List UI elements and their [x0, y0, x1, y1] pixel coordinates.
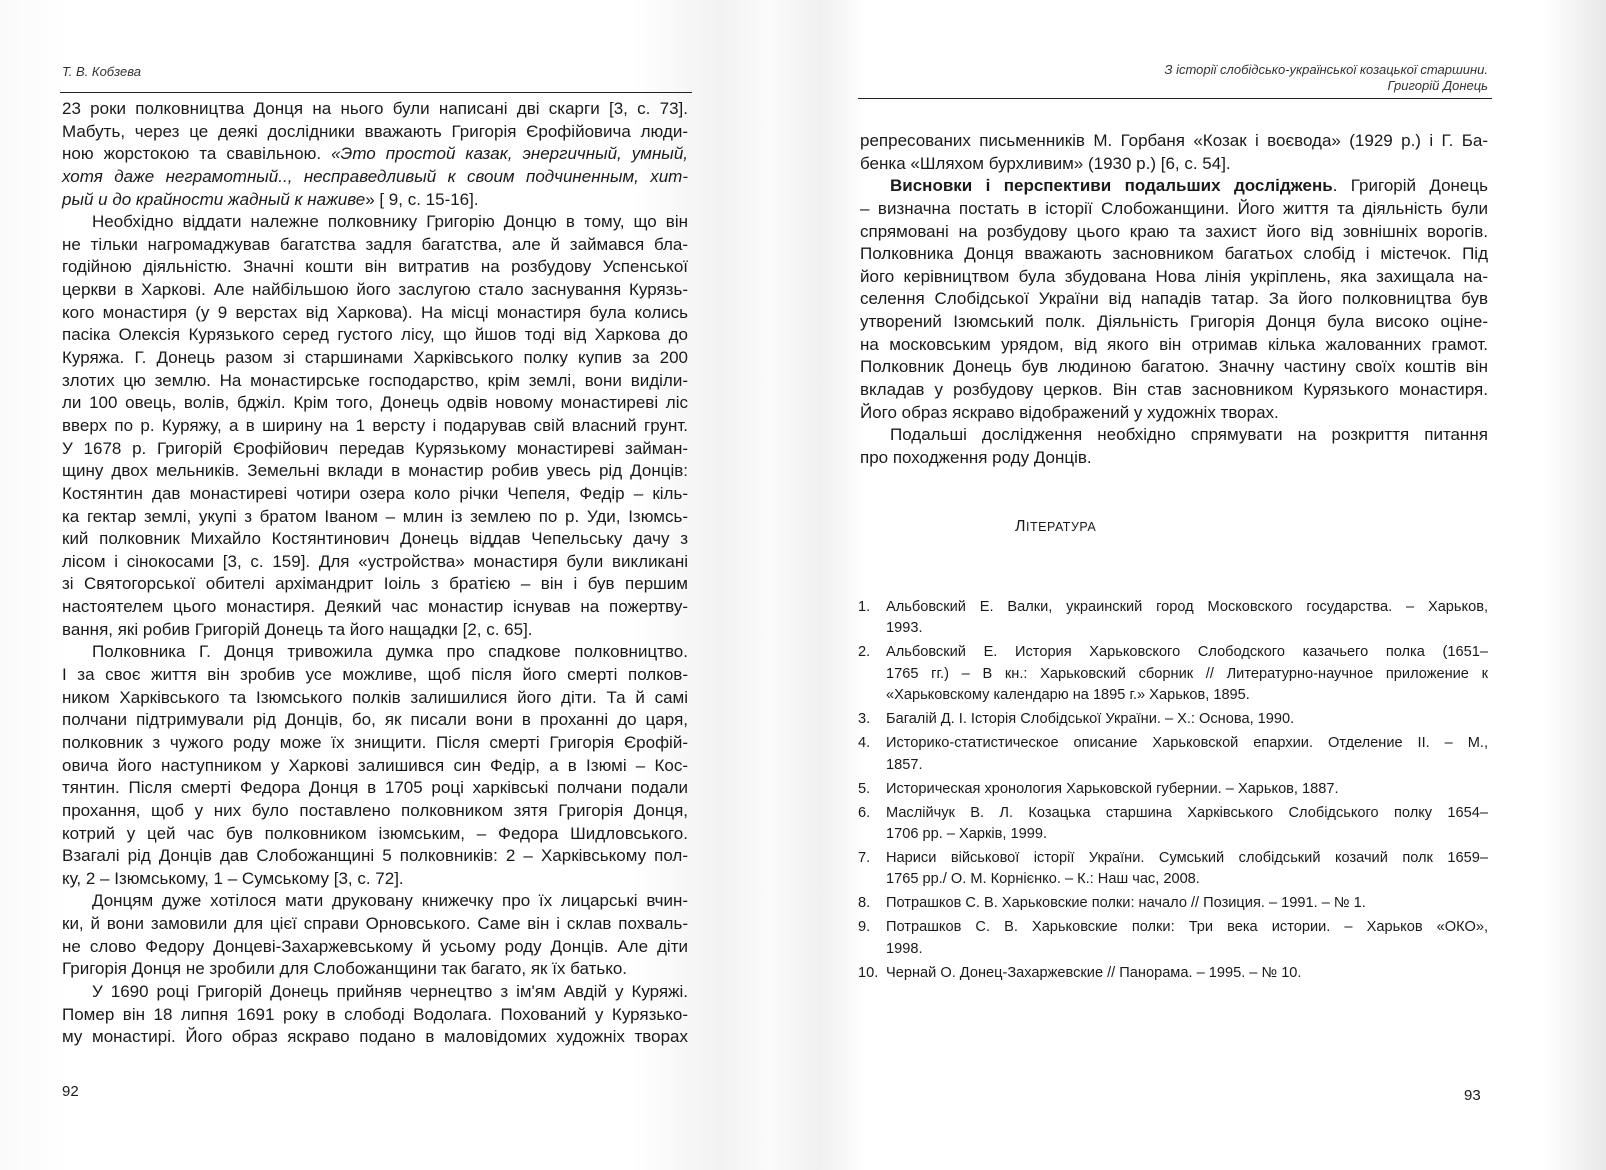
- text-line-content: на московським урядом, від якого він отримав кілька жалованних грамот.: [860, 334, 1488, 354]
- paragraph: [62, 641, 688, 890]
- text-line: [62, 256, 688, 279]
- header-rule: [858, 98, 1492, 99]
- text-line-content: 23 роки полковництва Донця на нього були написані дві скарги [3, с. 73].: [62, 99, 688, 118]
- text-line-content: Подальші дослідження необхідно спрямувати на розкриття питання: [890, 425, 1488, 445]
- text-line-content: Историческая хронология Харьковской губернии. – Харьков, 1887.: [886, 780, 1339, 797]
- text-line: [886, 642, 1488, 663]
- text-line-content: Маслійчук В. Л. Козацька старшина Харківського Слобідського полку 1654–: [886, 804, 1488, 821]
- left-page: [0, 0, 720, 1170]
- text-line: [62, 279, 688, 302]
- text-line-content: Багалій Д. І. Історія Слобідської України. – Х.: Основа, 1990.: [886, 711, 1295, 728]
- reference-number: 3.: [858, 711, 871, 728]
- paragraph: [62, 211, 688, 641]
- running-head-author: Т. В. Кобзева: [62, 64, 141, 79]
- text-line-content: про походження роду Донців.: [860, 447, 1092, 467]
- text-line-content: не слово Федору Донцеві-Захаржевському й усьому роду Донців. Але діти: [62, 936, 688, 956]
- reference-item: [858, 963, 1488, 984]
- text-line: [886, 618, 1488, 639]
- text-line: [62, 189, 688, 212]
- text-line-content: Костянтин дав монастиреві чотири озера коло річки Чепеля, Федір – кіль-: [62, 483, 688, 503]
- text-line: [62, 596, 688, 619]
- italic-quote-run: «Это простой казак, энергичный, умный,: [331, 144, 688, 164]
- reference-item: [858, 848, 1488, 891]
- text-line: [62, 98, 688, 121]
- text-line: [62, 868, 688, 891]
- text-line: [860, 311, 1488, 334]
- text-line: [62, 234, 688, 257]
- text-line: [860, 288, 1488, 311]
- text-line: [860, 402, 1488, 425]
- text-line: [886, 869, 1488, 890]
- text-line-content: 1993.: [886, 620, 923, 637]
- text-line: [886, 709, 1488, 730]
- text-line: [62, 800, 688, 823]
- gutter: [720, 0, 820, 1170]
- text-line: [62, 143, 688, 166]
- text-line-content: Григорія Донця не зробили для Слобожанщини так багато, як їх батько.: [62, 959, 628, 979]
- running-head-line: З історії слобідсько-української козацької старшини.: [1164, 62, 1488, 77]
- text-line: [886, 893, 1488, 914]
- text-line: [62, 890, 688, 913]
- text-line: [886, 664, 1488, 685]
- text-line-content: Полковник Донець був людиною багатою. Значну частину своїх коштів він: [860, 357, 1488, 377]
- reference-item: [858, 893, 1488, 914]
- text-line-content: його керівництвом була збудована Нова лінія укріплень, яка захищала на-: [860, 266, 1488, 286]
- reference-number: 7.: [858, 849, 871, 866]
- text-line: [886, 597, 1488, 618]
- text-line: [62, 506, 688, 529]
- text-line-content: селення Слобідської України від нападів татар. За його полковництва був: [860, 289, 1488, 309]
- text-line: [62, 641, 688, 664]
- reference-item: [858, 779, 1488, 800]
- text-line-content: ником Харківського та Ізюмського полків залишилися його діти. Та й самі: [62, 687, 688, 707]
- paragraph: [860, 130, 1488, 175]
- text-line: [886, 939, 1488, 960]
- text-line: [886, 917, 1488, 938]
- text-line-content: Историко-статистическое описание Харьковской епархии. Отделение II. – М.,: [886, 735, 1488, 752]
- text-line: [860, 221, 1488, 244]
- text-line-content: кий полковник Михайло Костянтинович Донець віддав Чепельську дачу з: [62, 529, 688, 549]
- text-line-content: церкви в Харкові. Але найбільшою його заслугою стало заснування Курязь-: [62, 280, 688, 300]
- text-line: [62, 958, 688, 981]
- text-line: [860, 379, 1488, 402]
- text-line-content: У 1678 р. Григорій Єрофійович передав Курязькому монастиреві займан-: [62, 438, 688, 458]
- text-line: [62, 347, 688, 370]
- text-line: [62, 166, 688, 189]
- text-line: [62, 211, 688, 234]
- text-line-content: ка гектар землі, укупі з братом Іваном – млин із землею по р. Уди, Ізюмсь-: [62, 506, 688, 526]
- text-line: [886, 803, 1488, 824]
- text-line-content: утворений Ізюмський полк. Діяльність Григорія Донця була високо оціне-: [860, 312, 1488, 332]
- text-line-content: Мабуть, через це деякі дослідники вважають Григорія Єрофійовича люди-: [62, 121, 688, 141]
- text-line: [62, 392, 688, 415]
- text-line-content: котрий у цей час був полковником ізюмським, – Федора Шидловського.: [62, 823, 688, 843]
- text-line-content: Альбовский Е. Валки, украинский город Московского государства. – Харьков,: [886, 599, 1488, 615]
- reference-item: [858, 597, 1488, 640]
- reference-item: [858, 803, 1488, 846]
- text-line: [62, 438, 688, 461]
- literature-heading-rest: ІТЕРАТУРА: [1026, 520, 1097, 534]
- bold-heading-run: Висновки і перспективи подальших досліджень: [890, 176, 1333, 196]
- text-line-content: [62, 166, 688, 189]
- text-line: [886, 824, 1488, 845]
- text-line-content: ли 100 овець, волів, бджіл. Крім того, Донець одвів новому монастиреві ліс: [62, 393, 688, 413]
- header-rule: [60, 92, 692, 93]
- reference-number: 9.: [858, 919, 871, 936]
- text-line-content: 1706 рр. – Харків, 1999.: [886, 825, 1048, 842]
- reference-item: [858, 642, 1488, 706]
- running-head-title: [1165, 62, 1488, 94]
- text-line-content: вкладав у розбудову церков. Він став засновником Курязького монастиря.: [860, 380, 1488, 400]
- text-line-content: [62, 189, 479, 212]
- text-line: [62, 619, 688, 642]
- left-body-text: [62, 98, 688, 1049]
- text-line: [62, 551, 688, 574]
- text-line-content: лісом і сінокосами [3, с. 159]. Для «устройства» монастиря були викликані: [62, 551, 688, 571]
- reference-item: [858, 733, 1488, 776]
- text-line: [886, 779, 1488, 800]
- text-line-content: злотих цю землю. На монастирське господарство, крім землі, вони виділи-: [62, 370, 688, 390]
- reference-list: [858, 597, 1488, 987]
- literature-heading: [1015, 518, 1096, 536]
- text-line-content: кого монастиря (у 9 верстах від Харкова). На місці монастиря була колись: [62, 302, 688, 322]
- reference-number: 10.: [858, 964, 879, 981]
- text-line-content: Помер він 18 липня 1691 року в слободі Водолага. Похований у Курязько-: [62, 1004, 688, 1024]
- text-line: [62, 936, 688, 959]
- text-line-content: настоятелем цього монастиря. Деякий час монастир існував на пожертву-: [62, 597, 688, 617]
- text-line-content: прохання, щоб у них було поставлено полковником зятя Григорія Донця,: [62, 800, 688, 820]
- text-line: [860, 243, 1488, 266]
- text-run: ною жорстокою та свавільною.: [62, 144, 332, 164]
- text-line: [886, 685, 1488, 706]
- text-line: [860, 424, 1488, 447]
- text-line: [62, 664, 688, 687]
- reference-number: 4.: [858, 735, 871, 752]
- text-line: [860, 266, 1488, 289]
- paragraph: [860, 424, 1488, 469]
- text-line: [62, 370, 688, 393]
- text-line-content: 1765 рр./ О. М. Корнієнко. – К.: Наш час, 2008.: [886, 871, 1200, 888]
- text-line-content: 1765 гг.) – В кн.: Харьковский сборник // Литературно-научное приложение к: [886, 665, 1488, 682]
- text-line-content: Полковника Донця вважають засновником багатьох слобід і містечок. Під: [860, 244, 1488, 264]
- text-line-content: Потрашков С. В. Харьковские полки: начало // Позиция. – 1991. – № 1.: [886, 895, 1366, 912]
- italic-quote-run: хотя даже неграмотный.., несправедливый к своим подчиненным, хит-: [62, 166, 688, 186]
- text-line-content: 1857.: [886, 756, 923, 773]
- text-line: [62, 709, 688, 732]
- text-line: [860, 153, 1488, 176]
- text-line-content: му монастирі. Його образ яскраво подано в маловідомих художніх творах: [62, 1027, 688, 1047]
- text-line: [860, 198, 1488, 221]
- text-line: [62, 528, 688, 551]
- reference-number: 2.: [858, 644, 871, 661]
- reference-number: 1.: [858, 599, 871, 615]
- text-line: [62, 823, 688, 846]
- text-line-content: Полковника Г. Донця тривожила думка про спадкове полковництво.: [92, 642, 688, 662]
- text-line-content: не тільки нагромаджував багатства задля багатства, але й займався бла-: [62, 234, 688, 254]
- text-line: [62, 687, 688, 710]
- text-line-content: пасіка Олексія Курязького серед густого лісу, що йшов тоді від Харкова до: [62, 325, 688, 345]
- text-line-content: овича його наступником у Харкові залишився син Федір, а в Ізюмі – Кос-: [62, 755, 688, 775]
- text-line-content: – визначна постать в історії Слобожанщини. Його життя та діяльність були: [860, 198, 1488, 218]
- page-number-right: 93: [1464, 1087, 1481, 1104]
- text-line-content: [890, 175, 1488, 198]
- text-line-content: Потрашков С. В. Харьковские полки: Три века истории. – Харьков «ОКО»,: [886, 919, 1488, 936]
- text-line-content: ку, 2 – Ізюмському, 1 – Сумському [3, с. 72].: [62, 868, 404, 888]
- reference-item: [858, 709, 1488, 730]
- text-line: [62, 302, 688, 325]
- text-run: . Григорій Донець: [1332, 176, 1488, 196]
- text-line-content: годійною діяльністю. Значні кошти він витратив на розбудову Успенської: [62, 257, 688, 277]
- text-line: [62, 755, 688, 778]
- text-line: [62, 483, 688, 506]
- text-line: [860, 175, 1488, 198]
- reference-item: [858, 917, 1488, 960]
- text-line-content: Взагалі рід Донців дав Слобожанщині 5 полковників: 2 – Харківському пол-: [62, 846, 688, 866]
- text-line-content: Необхідно віддати належне полковнику Григорію Донцю в тому, що він: [92, 212, 688, 232]
- text-line: [860, 356, 1488, 379]
- text-line: [886, 733, 1488, 754]
- reference-number: 5.: [858, 780, 871, 797]
- text-line: [860, 130, 1488, 153]
- text-line: [62, 121, 688, 144]
- paragraph: [860, 175, 1488, 424]
- text-line-content: Його образ яскраво відображений у художніх творах.: [860, 402, 1279, 422]
- text-line-content: І за своє життя він зробив усе можливе, щоб після його смерті полков-: [62, 665, 688, 685]
- reference-number: 6.: [858, 804, 871, 821]
- text-line: [62, 981, 688, 1004]
- text-line-content: тянтин. Після смерті Федора Донця в 1705 році харківські полчани подали: [62, 778, 688, 798]
- text-line: [62, 324, 688, 347]
- running-head-line: Григорій Донець: [1387, 78, 1488, 93]
- text-line: [62, 573, 688, 596]
- text-line: [62, 1004, 688, 1027]
- text-line-content: Альбовский Е. История Харьковского Слободского казачьего полка (1651–: [886, 644, 1488, 661]
- text-line-content: У 1690 році Григорій Донець прийняв чернецтво з ім'ям Авдій у Куряжі.: [92, 981, 688, 1001]
- text-line: [62, 415, 688, 438]
- text-line: [62, 732, 688, 755]
- text-line: [886, 963, 1488, 984]
- text-line-content: зі Святогорської обителі архімандрит Іоіль з братією – він і був першим: [62, 574, 688, 594]
- text-line: [860, 447, 1488, 470]
- page-number-left: 92: [62, 1083, 79, 1100]
- text-line-content: Чернай О. Донец-Захаржевские // Панорама. – 1995. – № 10.: [886, 964, 1302, 981]
- paragraph: [62, 98, 688, 211]
- text-line: [886, 755, 1488, 776]
- text-line: [62, 1026, 688, 1049]
- paragraph: [62, 981, 688, 1049]
- text-line-content: вання, які робив Григорій Донець та його нащадки [2, с. 65].: [62, 619, 533, 639]
- text-line-content: Нариси військової історії України. Сумський слобідський козачий полк 1659–: [886, 849, 1488, 866]
- text-line: [62, 845, 688, 868]
- italic-quote-run: рый и до крайности жадный к наживе: [62, 189, 366, 209]
- text-line-content: «Харьковскому календарю на 1895 г.» Харьков, 1895.: [886, 687, 1250, 704]
- text-line-content: щину двох мельників. Земельні вклади в монастир робив увесь рід Донців:: [62, 461, 688, 481]
- paragraph: [62, 890, 688, 981]
- text-line-content: спрямовані на розбудову цього краю та захист його від зовнішніх ворогів.: [860, 221, 1488, 241]
- text-line-content: [62, 143, 688, 166]
- text-line-content: 1998.: [886, 940, 923, 957]
- text-line: [860, 334, 1488, 357]
- text-line: [62, 913, 688, 936]
- literature-heading-initial: Л: [1015, 518, 1026, 535]
- text-line-content: Донцям дуже хотілося мати друковану книжечку про їх лицарські вчин-: [92, 891, 688, 911]
- text-line: [62, 460, 688, 483]
- text-line-content: бенка «Шляхом бурхливим» (1930 р.) [6, с. 54].: [860, 153, 1231, 173]
- reference-number: 8.: [858, 895, 871, 912]
- text-line: [62, 777, 688, 800]
- text-run: » [ 9, с. 15-16].: [365, 189, 479, 209]
- text-line: [886, 848, 1488, 869]
- text-line-content: ки, й вони замовили для цієї справи Орновського. Саме він і склав похваль-: [62, 914, 688, 934]
- text-line-content: полчани підтримували рід Донців, бо, як писали вони в проханні до царя,: [62, 710, 688, 730]
- text-line-content: вверх по р. Куряжу, а в ширину на 1 версту і подарував свій власний грунт.: [62, 415, 688, 435]
- text-line-content: Куряжа. Г. Донець разом зі старшинами Харківського полку купив за 200: [62, 348, 688, 368]
- text-line-content: репресованих письменників М. Горбаня «Козак і воєвода» (1929 р.) і Г. Ба-: [860, 131, 1488, 150]
- right-body-text: [860, 130, 1488, 470]
- text-line-content: полковник з чужого роду може їх знищити. Після смерті Григорія Єрофій-: [62, 732, 688, 752]
